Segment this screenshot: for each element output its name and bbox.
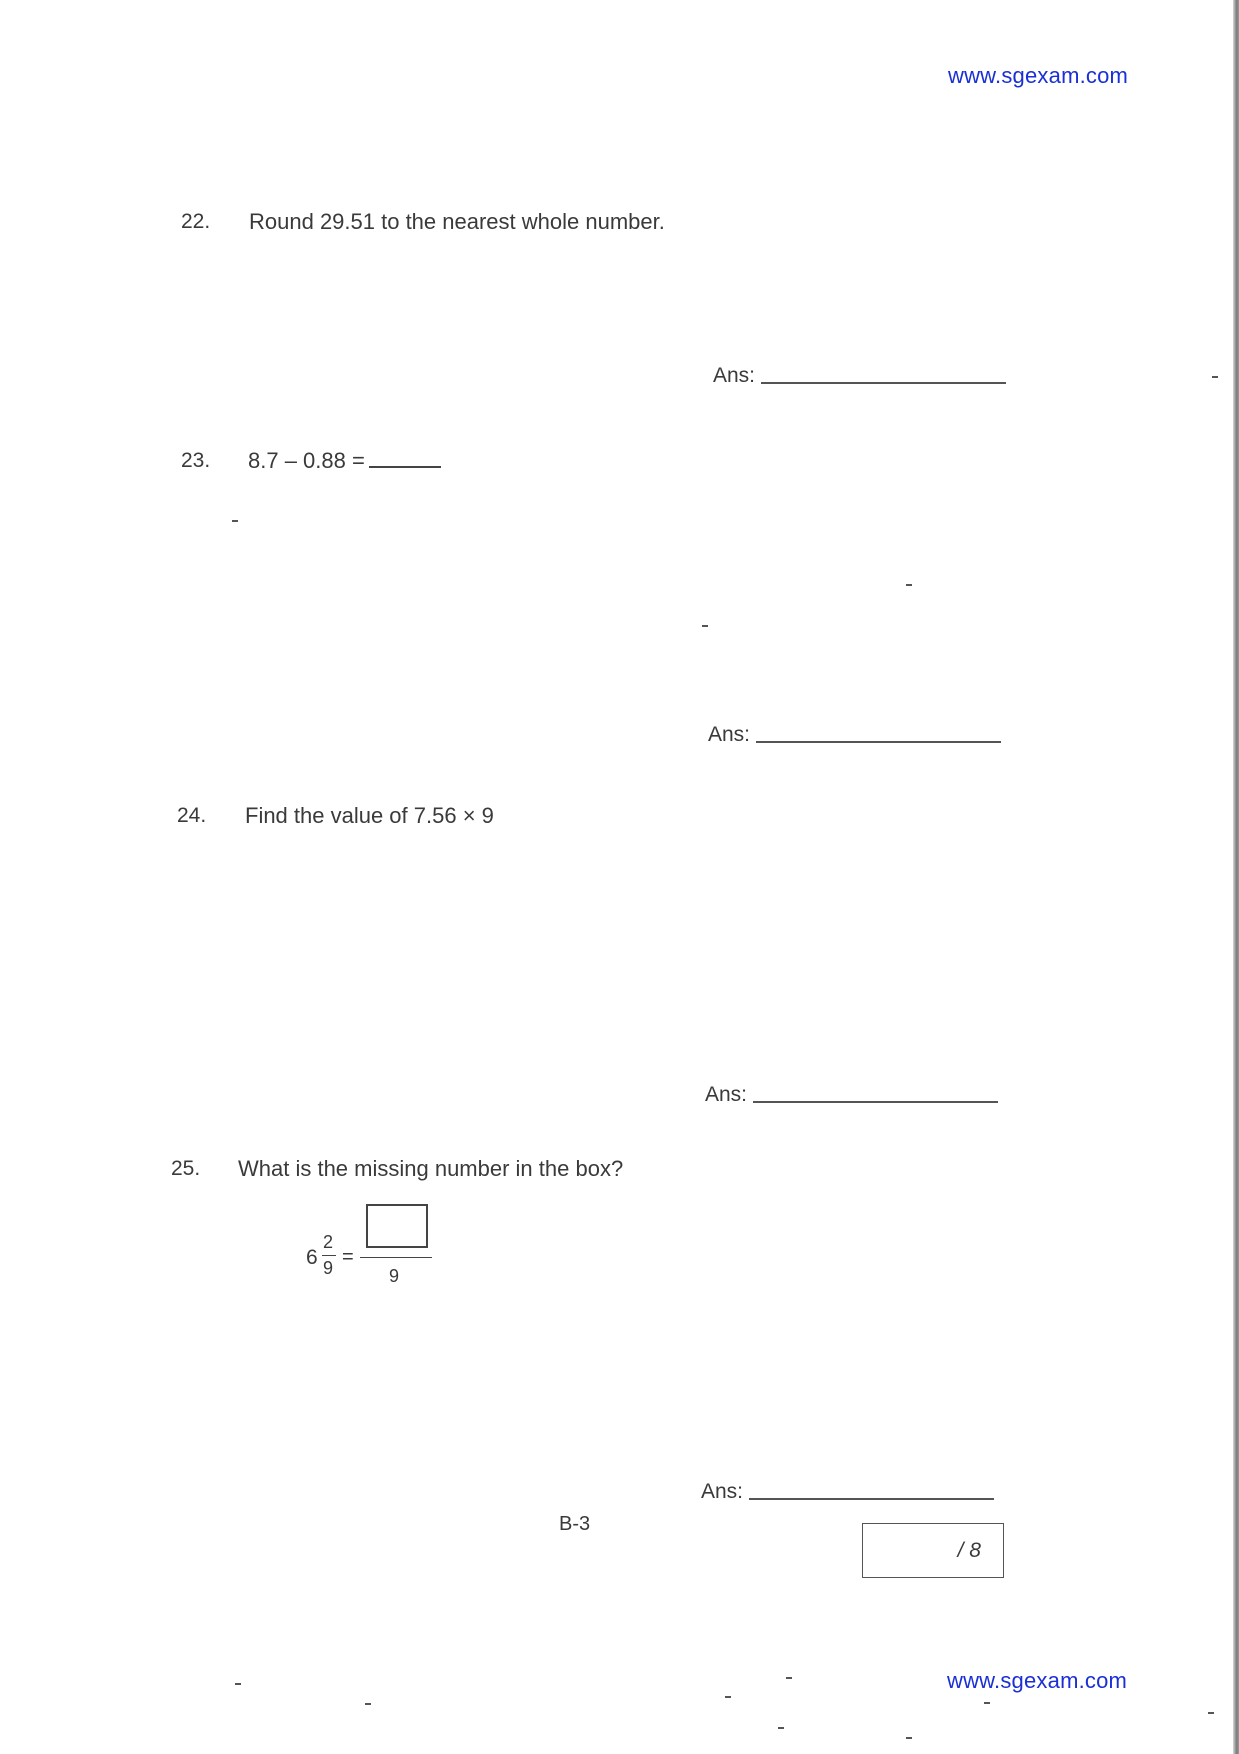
scan-speck xyxy=(1208,1712,1214,1714)
question-24-number: 24. xyxy=(177,804,207,827)
page-code: B-3 xyxy=(559,1513,591,1535)
question-25-answer-line[interactable] xyxy=(749,1496,994,1500)
score-box xyxy=(862,1523,1004,1578)
scan-speck xyxy=(1212,376,1218,378)
question-25-text: What is the missing number in the box? xyxy=(238,1156,624,1181)
question-25-answer-label: Ans: xyxy=(701,1480,744,1503)
question-23-answer-line[interactable] xyxy=(756,739,1001,743)
scan-speck xyxy=(725,1696,731,1698)
mixed-number-fraction-bar xyxy=(322,1255,336,1256)
scan-speck xyxy=(232,520,238,522)
header-site-link[interactable]: www.sgexam.com xyxy=(948,63,1129,88)
scan-speck xyxy=(906,584,912,586)
scan-speck xyxy=(702,625,708,627)
scan-speck xyxy=(778,1727,784,1729)
question-22-number: 22. xyxy=(181,210,211,233)
question-22-answer-label: Ans: xyxy=(713,364,756,387)
question-23-answer-label: Ans: xyxy=(708,723,751,746)
footer-site-link[interactable]: www.sgexam.com xyxy=(947,1668,1128,1693)
question-24-answer-row xyxy=(705,1083,998,1107)
score-total: / 8 xyxy=(957,1539,981,1562)
scan-speck xyxy=(365,1703,371,1705)
mixed-number-whole: 6 xyxy=(306,1246,318,1269)
scan-speck xyxy=(235,1683,241,1685)
question-24-text: Find the value of 7.56 × 9 xyxy=(245,803,494,828)
missing-number-box[interactable] xyxy=(366,1204,428,1248)
question-24-answer-line[interactable] xyxy=(753,1099,998,1103)
improper-fraction-denominator: 9 xyxy=(389,1266,400,1286)
question-23-answer-row xyxy=(708,723,1001,747)
question-22-text: Round 29.51 to the nearest whole number. xyxy=(249,209,665,234)
question-23-number: 23. xyxy=(181,449,211,472)
question-23-expression xyxy=(248,448,441,474)
question-24-answer-label: Ans: xyxy=(705,1083,748,1106)
mixed-number-equation xyxy=(303,1204,433,1294)
question-25-answer-row xyxy=(701,1480,994,1504)
scanned-page-edge xyxy=(1233,0,1239,1754)
question-23-text: 8.7 – 0.88 = xyxy=(248,448,365,473)
scan-speck xyxy=(786,1677,792,1679)
question-23-inline-blank[interactable] xyxy=(369,448,441,468)
scan-speck xyxy=(984,1702,990,1704)
mixed-number-denominator: 9 xyxy=(323,1258,334,1278)
mixed-number-numerator: 2 xyxy=(323,1232,334,1252)
question-25-number: 25. xyxy=(171,1157,201,1180)
improper-fraction-bar xyxy=(360,1257,432,1258)
scan-speck xyxy=(906,1737,912,1739)
question-22-answer-row xyxy=(713,364,1006,388)
question-22-answer-line[interactable] xyxy=(761,380,1006,384)
equals-sign: = xyxy=(342,1246,354,1268)
